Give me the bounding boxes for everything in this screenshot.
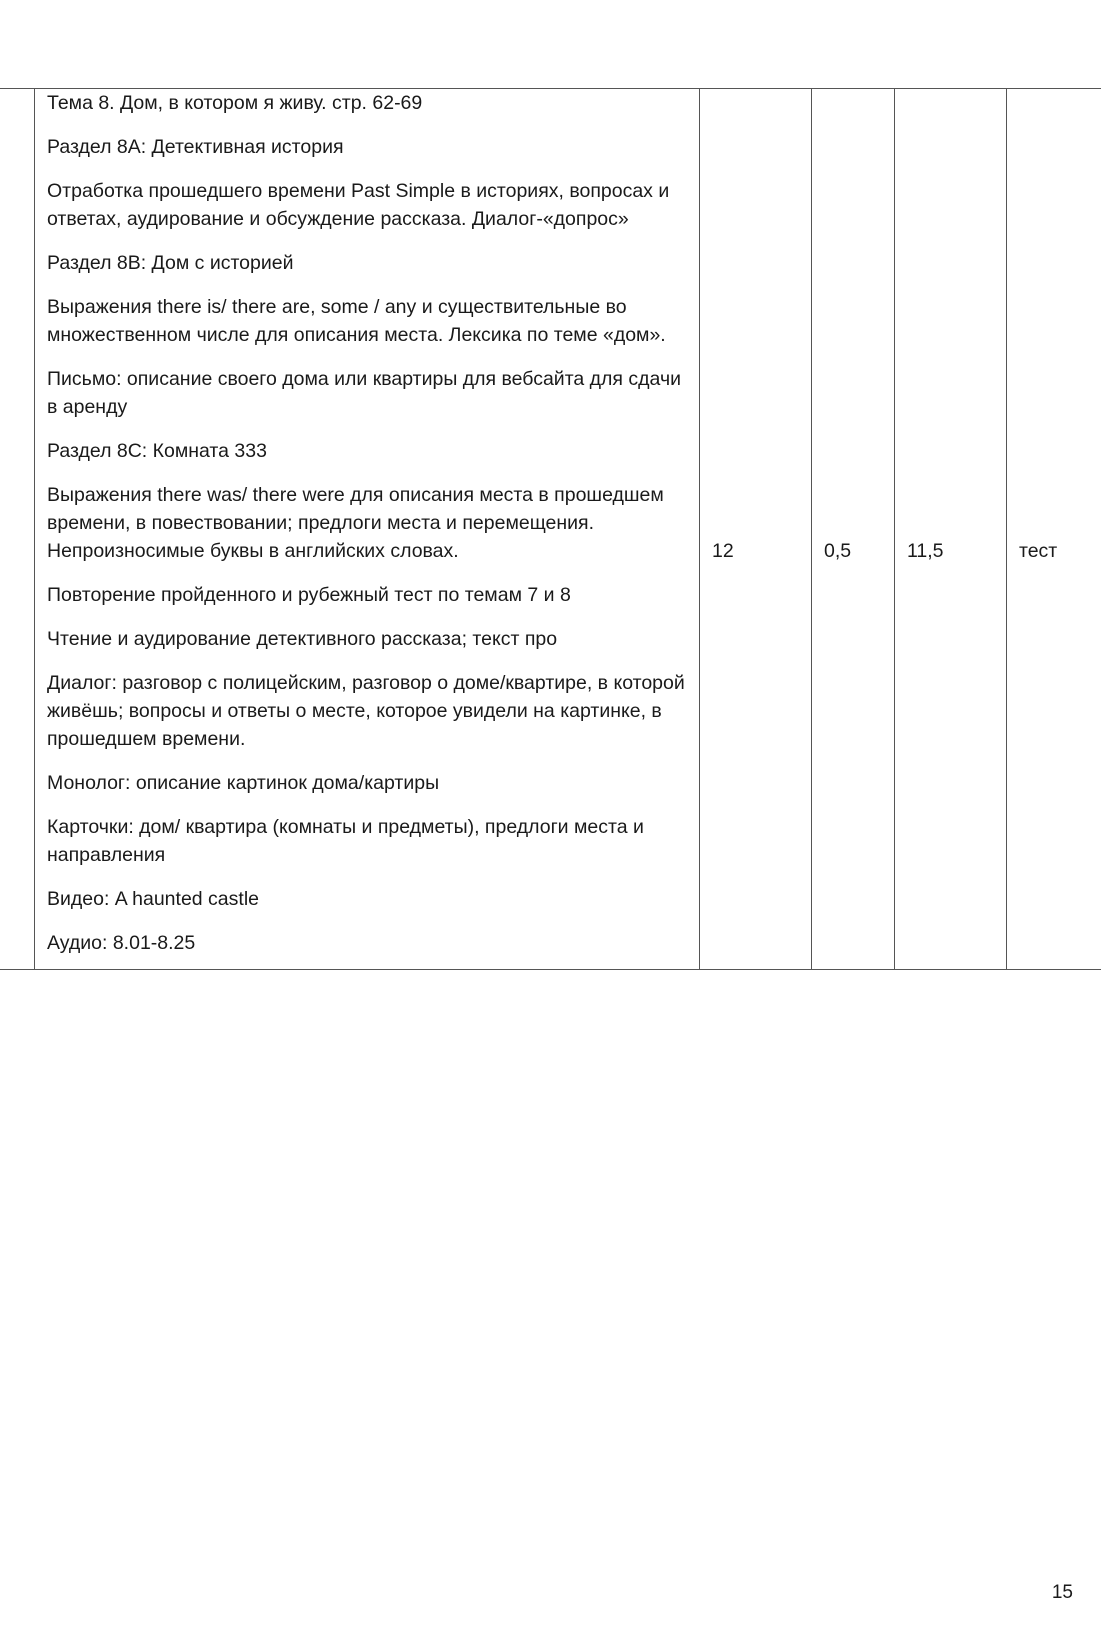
audio-item: Аудио: 8.01-8.25 — [47, 932, 196, 954]
total-hours-value: 12 — [712, 540, 734, 562]
section-8a-description: Отработка прошедшего времени Past Simple в историях, вопросах и ответах, аудирование и обсуждение рассказа. Диалог-«допрос» — [47, 180, 670, 230]
dialogue-item: Диалог: разговор с полицейским, разговор о доме/квартире, в которой живёшь; вопросы и ответы о месте, которое увидели на картинке, в прошедшем времени. — [47, 672, 685, 750]
section-8c-description: Выражения there was/ there were для описания места в прошедшем времени, в повествовании; предлоги места и перемещения. Непроизносимые буквы в английских словах. — [47, 484, 664, 562]
section-8b-description: Выражения there is/ there are, some / any и существительные во множественном числе для описания места. Лексика по теме «дом». — [47, 296, 666, 346]
reading-listening-item: Чтение и аудирование детективного рассказа; текст про — [47, 628, 558, 650]
section-8b-heading: Раздел 8В: Дом с историей — [47, 252, 294, 274]
section-8a-heading: Раздел 8А: Детективная история — [47, 136, 344, 158]
curriculum-table — [0, 88, 1101, 970]
practice-hours-value: 11,5 — [907, 540, 944, 562]
review-test-item: Повторение пройденного и рубежный тест по темам 7 и 8 — [47, 584, 571, 606]
practice-hours-cell — [895, 89, 1007, 970]
control-form-cell — [1007, 89, 1101, 970]
page-number: 15 — [1051, 1582, 1073, 1603]
theory-hours-value: 0,5 — [824, 540, 852, 562]
table-row — [0, 89, 1101, 970]
topic-title: Тема 8. Дом, в котором я живу. стр. 62-69 — [47, 92, 423, 114]
control-form-value: тест — [1019, 540, 1058, 562]
row-number-cell — [0, 89, 35, 970]
topic-cell — [35, 89, 700, 970]
cards-item: Карточки: дом/ квартира (комнаты и предметы), предлоги места и направления — [47, 816, 644, 866]
theory-hours-cell — [812, 89, 895, 970]
section-8c-heading: Раздел 8С: Комната 333 — [47, 440, 267, 462]
writing-task: Письмо: описание своего дома или квартиры для вебсайта для сдачи в аренду — [47, 368, 681, 418]
video-item: Видео: A haunted castle — [47, 888, 259, 910]
topic-content — [47, 89, 689, 957]
monologue-item: Монолог: описание картинок дома/картиры — [47, 772, 440, 794]
total-hours-cell — [700, 89, 812, 970]
